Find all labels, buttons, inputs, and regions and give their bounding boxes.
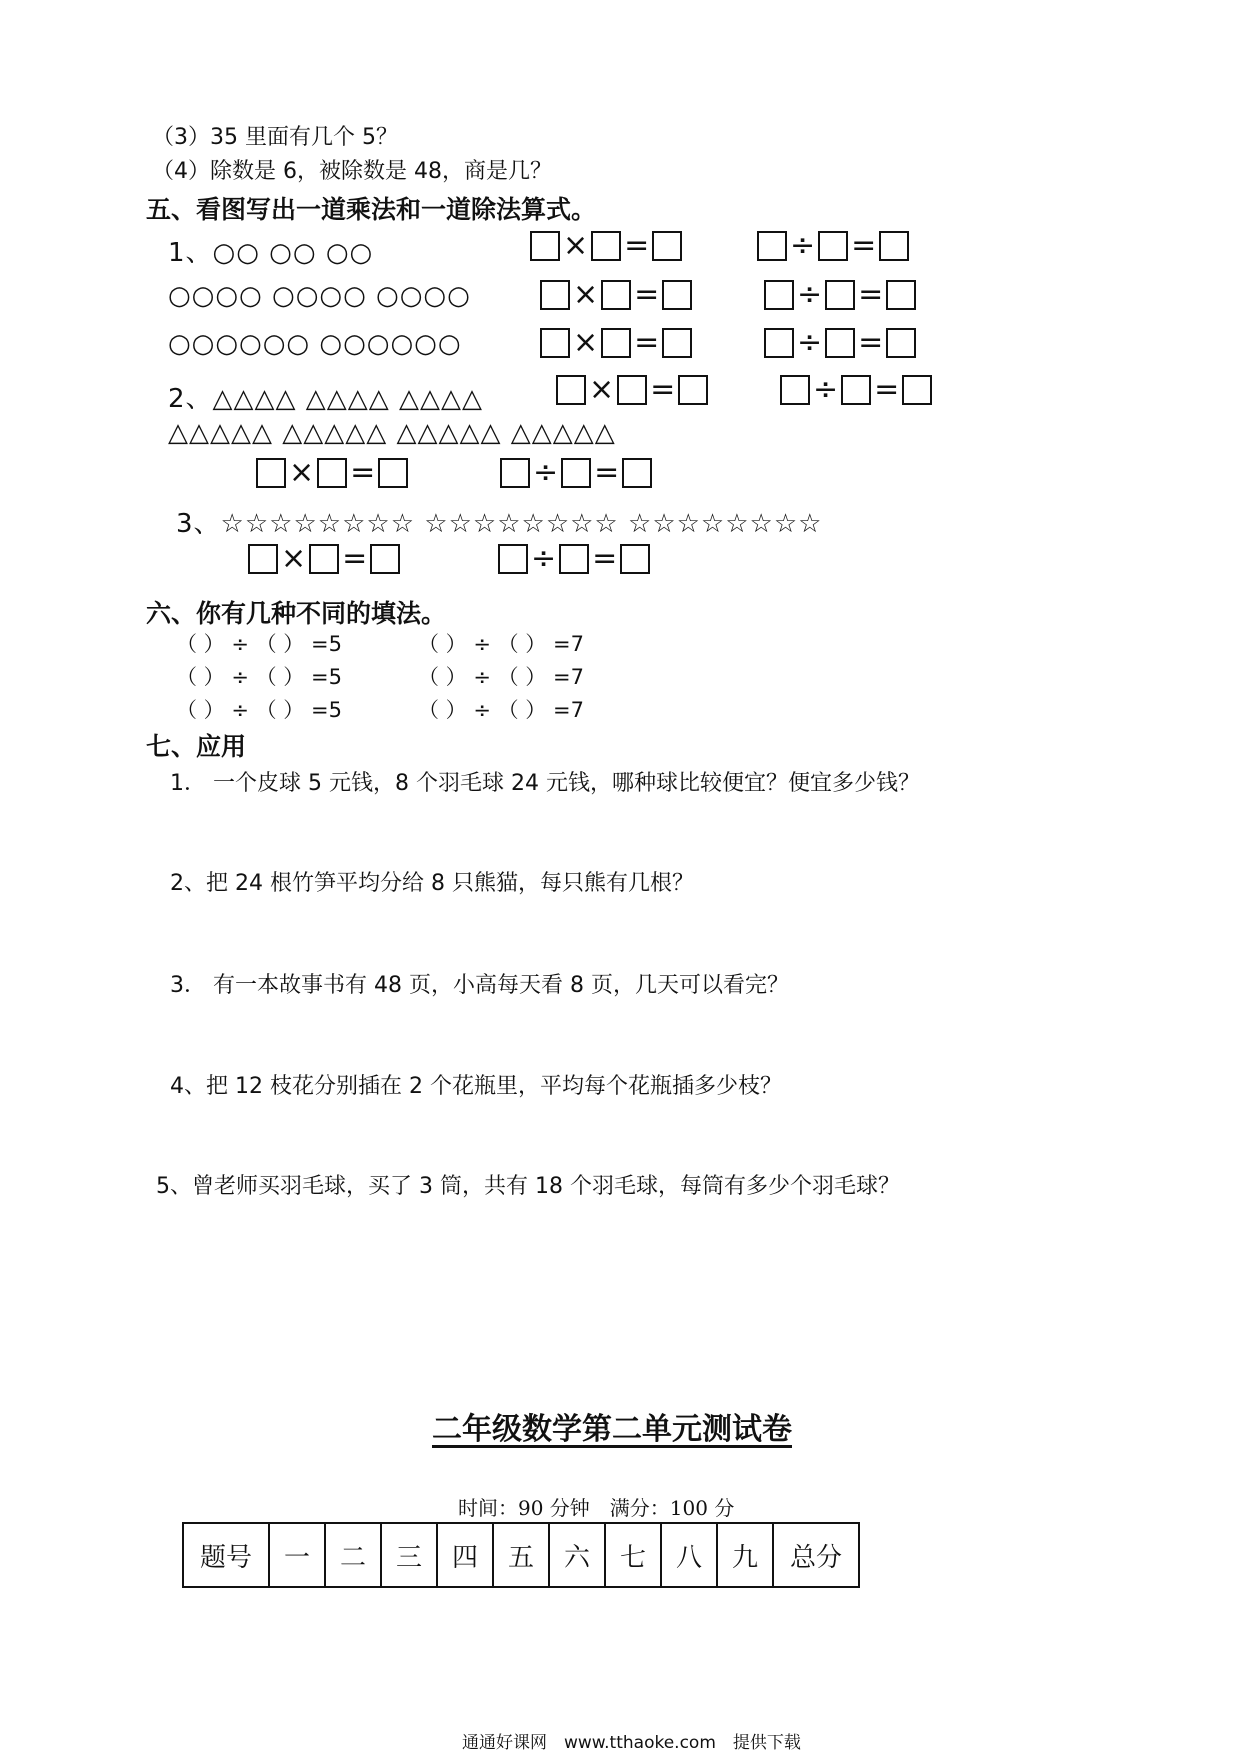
times-sign: × <box>573 325 599 360</box>
division-blank-2 <box>764 277 916 312</box>
equals-sign: = <box>350 455 376 490</box>
section-7-heading: 七、应用 <box>146 732 247 761</box>
blank-box <box>601 328 631 358</box>
equals-sign: = <box>634 325 660 360</box>
divide-sign: ÷ <box>797 325 823 360</box>
exam-meta: 时间：90 分钟 满分：100 分 <box>458 1496 735 1520</box>
multiplication-blank-4 <box>556 372 708 407</box>
table-cell: 七 <box>605 1523 661 1587</box>
triangles-row-2: △△△△△ △△△△△ △△△△△ △△△△△ <box>168 418 616 448</box>
triangles-row-1: 2、△△△△ △△△△ △△△△ <box>168 384 484 414</box>
word-problem-3: 3． 有一本故事书有 48 页，小高每天看 8 页，几天可以看完？ <box>170 973 789 998</box>
table-cell: 五 <box>493 1523 549 1587</box>
division-blank-5 <box>500 455 652 490</box>
equals-sign: = <box>858 277 884 312</box>
divide-sign: ÷ <box>531 541 557 576</box>
stars-row: 3、☆☆☆☆☆☆☆☆ ☆☆☆☆☆☆☆☆ ☆☆☆☆☆☆☆☆ <box>176 509 823 539</box>
division-blank-3 <box>764 325 916 360</box>
times-sign: × <box>589 372 615 407</box>
section-5-heading: 五、看图写出一道乘法和一道除法算式。 <box>146 195 597 224</box>
blank-box <box>678 375 708 405</box>
divide-sign: ÷ <box>790 228 816 263</box>
blank-box <box>902 375 932 405</box>
equals-sign: = <box>624 228 650 263</box>
blank-box <box>757 231 787 261</box>
score-table <box>182 1522 860 1588</box>
divide-sign: ÷ <box>533 455 559 490</box>
table-cell: 四 <box>437 1523 493 1587</box>
times-sign: × <box>573 277 599 312</box>
fill-expression: （ ） ÷ （ ） =7 <box>418 632 584 656</box>
blank-box <box>248 544 278 574</box>
table-cell: 总分 <box>773 1523 859 1587</box>
table-cell: 一 <box>269 1523 325 1587</box>
blank-box <box>498 544 528 574</box>
multiplication-blank-3 <box>540 325 692 360</box>
equals-sign: = <box>858 325 884 360</box>
equals-sign: = <box>650 372 676 407</box>
equals-sign: = <box>594 455 620 490</box>
section-6-heading: 六、你有几种不同的填法。 <box>146 599 447 628</box>
exam-title: 二年级数学第二单元测试卷 <box>432 1412 792 1447</box>
circles-row-2: ○○○○ ○○○○ ○○○○ <box>168 281 471 311</box>
blank-box <box>818 231 848 261</box>
blank-box <box>886 328 916 358</box>
table-row <box>183 1523 859 1587</box>
question-4: （4）除数是 6，被除数是 48，商是几？ <box>152 159 552 184</box>
word-problem-4: 4、把 12 枝花分别插在 2 个花瓶里，平均每个花瓶插多少枝？ <box>170 1074 782 1099</box>
table-cell: 九 <box>717 1523 773 1587</box>
word-problem-2: 2、把 24 根竹笋平均分给 8 只熊猫，每只熊有几根？ <box>170 871 694 896</box>
blank-box <box>780 375 810 405</box>
table-cell: 六 <box>549 1523 605 1587</box>
blank-box <box>378 458 408 488</box>
blank-box <box>561 458 591 488</box>
blank-box <box>556 375 586 405</box>
blank-box <box>591 231 621 261</box>
fill-expression: （ ） ÷ （ ） =5 <box>176 632 342 656</box>
blank-box <box>317 458 347 488</box>
circles-row-3: ○○○○○○ ○○○○○○ <box>168 329 462 359</box>
equals-sign: = <box>851 228 877 263</box>
blank-box <box>620 544 650 574</box>
table-cell: 三 <box>381 1523 437 1587</box>
word-problem-5: 5、曾老师买羽毛球，买了 3 筒，共有 18 个羽毛球，每筒有多少个羽毛球？ <box>156 1174 900 1199</box>
blank-box <box>500 458 530 488</box>
times-sign: × <box>281 541 307 576</box>
multiplication-blank-1 <box>530 228 682 263</box>
equals-sign: = <box>592 541 618 576</box>
blank-box <box>370 544 400 574</box>
blank-box <box>662 328 692 358</box>
table-cell: 二 <box>325 1523 381 1587</box>
blank-box <box>622 458 652 488</box>
division-blank-6 <box>498 541 650 576</box>
blank-box <box>540 328 570 358</box>
equals-sign: = <box>342 541 368 576</box>
word-problem-1: 1． 一个皮球 5 元钱，8 个羽毛球 24 元钱，哪种球比较便宜？便宜多少钱？ <box>170 771 920 796</box>
blank-box <box>559 544 589 574</box>
division-blank-1 <box>757 228 909 263</box>
blank-box <box>652 231 682 261</box>
blank-box <box>764 280 794 310</box>
blank-box <box>825 280 855 310</box>
footer-text: 通通好课网 www.tthaoke.com 提供下载 <box>462 1733 801 1753</box>
equals-sign: = <box>634 277 660 312</box>
multiplication-blank-2 <box>540 277 692 312</box>
blank-box <box>886 280 916 310</box>
equals-sign: = <box>874 372 900 407</box>
fill-expression: （ ） ÷ （ ） =5 <box>176 665 342 689</box>
blank-box <box>764 328 794 358</box>
blank-box <box>879 231 909 261</box>
division-blank-4 <box>780 372 932 407</box>
fill-expression: （ ） ÷ （ ） =7 <box>418 665 584 689</box>
times-sign: × <box>563 228 589 263</box>
fill-expression: （ ） ÷ （ ） =5 <box>176 698 342 722</box>
blank-box <box>662 280 692 310</box>
divide-sign: ÷ <box>797 277 823 312</box>
table-cell: 题号 <box>183 1523 269 1587</box>
multiplication-blank-6 <box>248 541 400 576</box>
circles-row-1: 1、○○ ○○ ○○ <box>168 238 374 268</box>
blank-box <box>825 328 855 358</box>
blank-box <box>601 280 631 310</box>
question-3: （3）35 里面有几个 5？ <box>152 125 398 150</box>
fill-expression: （ ） ÷ （ ） =7 <box>418 698 584 722</box>
multiplication-blank-5 <box>256 455 408 490</box>
blank-box <box>841 375 871 405</box>
times-sign: × <box>289 455 315 490</box>
divide-sign: ÷ <box>813 372 839 407</box>
blank-box <box>309 544 339 574</box>
blank-box <box>256 458 286 488</box>
blank-box <box>617 375 647 405</box>
blank-box <box>530 231 560 261</box>
table-cell: 八 <box>661 1523 717 1587</box>
blank-box <box>540 280 570 310</box>
